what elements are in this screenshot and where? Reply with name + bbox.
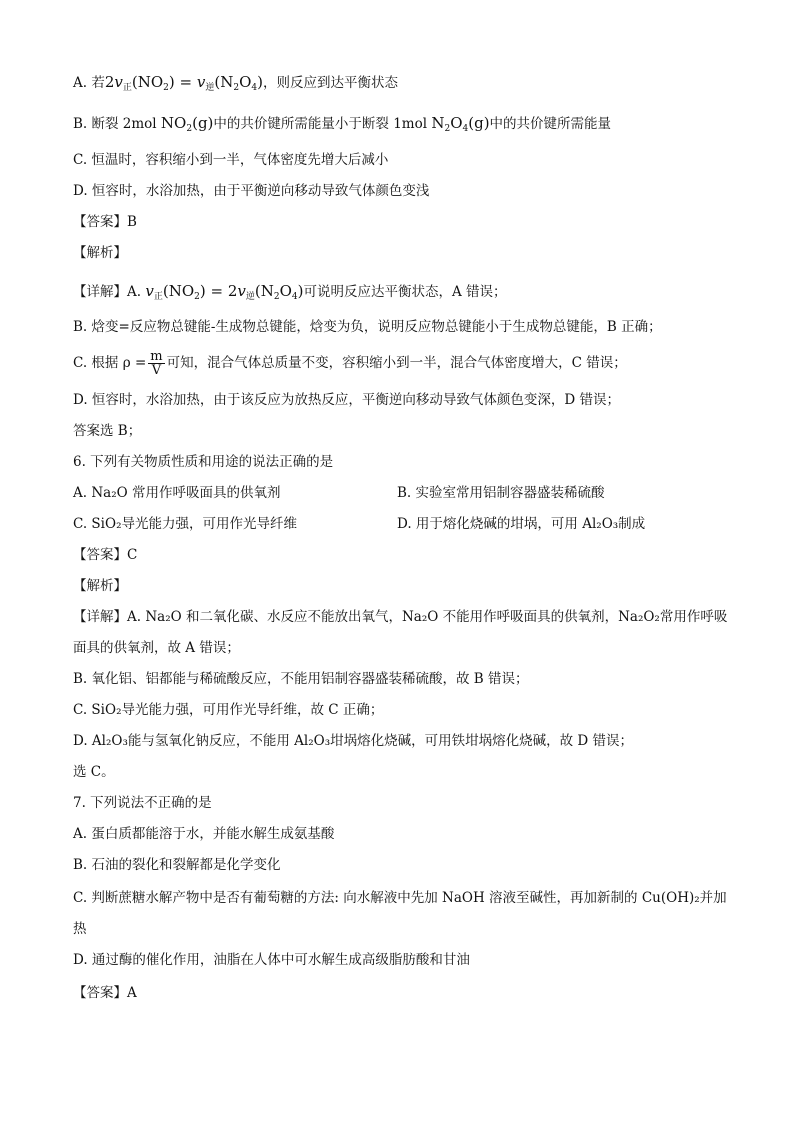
q6-analysis-label: 【解析】 [73, 578, 127, 594]
q5-conclusion: 答案选 B； [73, 423, 142, 439]
q5-option-d: D. 恒容时，水浴加热，由于平衡逆向移动导致气体颜色变浅 [73, 183, 430, 199]
fraction-numerator: m [150, 349, 163, 364]
density-fraction [148, 350, 164, 377]
q5-option-b-mid: 中的共价键所需能量小于断裂 1mol [213, 116, 432, 132]
q6-option-b: B. 实验室常用铝制容器盛装稀硫酸 [397, 485, 605, 501]
q5-detail-c [73, 350, 627, 377]
q7-option-c-line2: 热 [73, 921, 87, 937]
q5-option-b-prefix: B. 断裂 2mol [73, 116, 161, 132]
q7-option-a: A. 蛋白质都能溶于水，并能水解生成氨基酸 [73, 826, 335, 842]
q6-stem: 6. 下列有关物质性质和用途的说法正确的是 [73, 454, 334, 470]
q6-option-c: C. SiO₂导光能力强，可用作光导纤维 [73, 516, 297, 532]
q7-stem: 7. 下列说法不正确的是 [73, 795, 212, 811]
q5-detail-d: D. 恒容时，水浴加热，由于该反应为放热反应，平衡逆向移动导致气体颜色变深，D 错误； [73, 392, 621, 408]
q6-answer: 【答案】C [73, 547, 138, 563]
q5-option-b-suffix: 中的共价键所需能量 [489, 116, 612, 132]
q5-option-b [73, 113, 611, 134]
q6-detail-b: B. 氧化铝、铝都能与稀硫酸反应，不能用铝制容器盛装稀硫酸，故 B 错误； [73, 671, 529, 687]
q7-option-d: D. 通过酶的催化作用，油脂在人体中可水解生成高级脂肪酸和甘油 [73, 952, 470, 968]
q5-option-a-formula: $2v_正(NO_2) = v_逆(N_2O_4)$ [104, 73, 263, 93]
q7-option-b: B. 石油的裂化和裂解都是化学变化 [73, 857, 281, 873]
q5-option-a-prefix: A. 若 [73, 75, 105, 91]
fraction-denominator: V [151, 363, 162, 378]
q5-option-a-suffix: ，则反应到达平衡状态 [263, 75, 398, 91]
q5-detail-a-formula: $v_正(NO_2) = 2v_逆(N_2O_4)$ [145, 282, 304, 302]
q5-detail-a [73, 281, 507, 302]
q5-detail-c-suffix: 可知，混合气体总质量不变，容积缩小到一半，混合气体密度增大，C 错误； [166, 355, 627, 371]
q6-detail-a-line1: 【详解】A. Na₂O 和二氧化碳、水反应不能放出氧气，Na₂O 不能用作呼吸面具的供氧剂，Na₂O₂常用作呼吸 [73, 609, 728, 625]
q5-detail-a-suffix: 可说明反应达平衡状态，A 错误； [303, 284, 507, 300]
q5-detail-b: B. 焓变=反应物总键能-生成物总键能，焓变为负，说明反应物总键能小于生成物总键能，B 正确； [73, 319, 662, 335]
q5-option-c: C. 恒温时，容积缩小到一半，气体密度先增大后减小 [73, 152, 389, 168]
q6-detail-c: C. SiO₂导光能力强，可用作光导纤维，故 C 正确； [73, 702, 384, 718]
q5-detail-a-prefix: 【详解】A. [73, 284, 146, 300]
q6-option-row-1 [73, 483, 280, 503]
q6-conclusion: 选 C。 [73, 764, 115, 780]
q6-option-d: D. 用于熔化烧碱的坩埚，可用 Al₂O₃制成 [397, 516, 646, 532]
q5-option-b-formula2: $N_2O_4(g)$ [431, 114, 490, 134]
q7-option-c-line1: C. 判断蔗糖水解产物中是否有葡萄糖的方法: 向水解液中先加 NaOH 溶液至碱性，再加新制的 Cu(OH)₂并加 [73, 890, 727, 906]
q5-answer: 【答案】B [73, 214, 137, 230]
q5-analysis-label: 【解析】 [73, 245, 127, 261]
q5-option-a [73, 72, 398, 93]
q6-option-a: A. Na₂O 常用作呼吸面具的供氧剂 [73, 485, 281, 501]
q7-answer: 【答案】A [73, 985, 137, 1001]
q6-detail-a-line2: 面具的供氧剂，故 A 错误； [73, 640, 240, 656]
q6-detail-d: D. Al₂O₃能与氢氧化钠反应，不能用 Al₂O₃坩埚熔化烧碱，可用铁坩埚熔化烧碱，故 D 错误； [73, 733, 634, 749]
q5-detail-c-prefix: C. 根据 ρ = [73, 355, 147, 371]
q5-option-b-formula1: $NO_2(g)$ [160, 114, 214, 134]
